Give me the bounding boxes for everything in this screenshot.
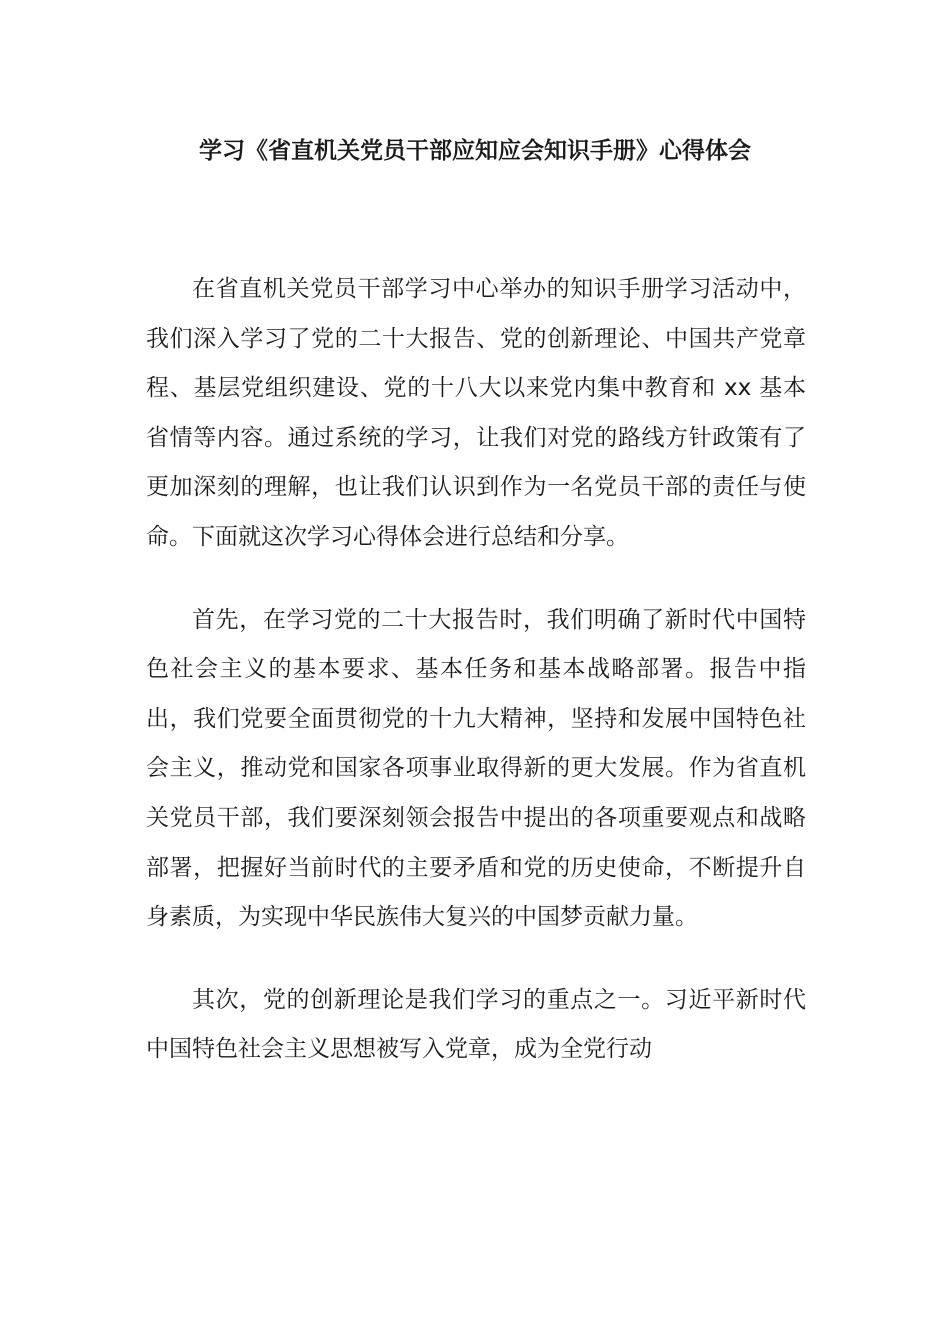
paragraph-first-point: 首先，在学习党的二十大报告时，我们明确了新时代中国特色社会主义的基本要求、基本任务和基本战略部署。报告中指出，我们党要全面贯彻党的十九大精神，坚持和发展中国特色社会主义，推动党和国家各项事业取得新的更大发展。作为省直机关党员干部，我们要深刻领会报告中提出的各项重要观点和战略部署，把握好当前时代的主要矛盾和党的历史使命，不断提升自身素质，为实现中华民族伟大复兴的中国梦贡献力量。 <box>146 606 806 931</box>
document-title: 学习《省直机关党员干部应知应会知识手册》心得体会 <box>199 138 751 164</box>
document-body <box>146 265 806 1075</box>
paragraph-intro: 在省直机关党员干部学习中心举办的知识手册学习活动中，我们深入学习了党的二十大报告、党的创新理论、中国共产党章程、基层党组织建设、党的十八大以来党内集中教育和 xx 基本省情等内容。通过系统的学习，让我们对党的路线方针政策有了更加深刻的理解，也让我们认识到作为一名党员干部的责任与使命。下面就这次学习心得体会进行总结和分享。 <box>146 276 806 550</box>
paragraph-second-point: 其次，党的创新理论是我们学习的重点之一。习近平新时代中国特色社会主义思想被写入党章，成为全党行动 <box>146 986 806 1063</box>
